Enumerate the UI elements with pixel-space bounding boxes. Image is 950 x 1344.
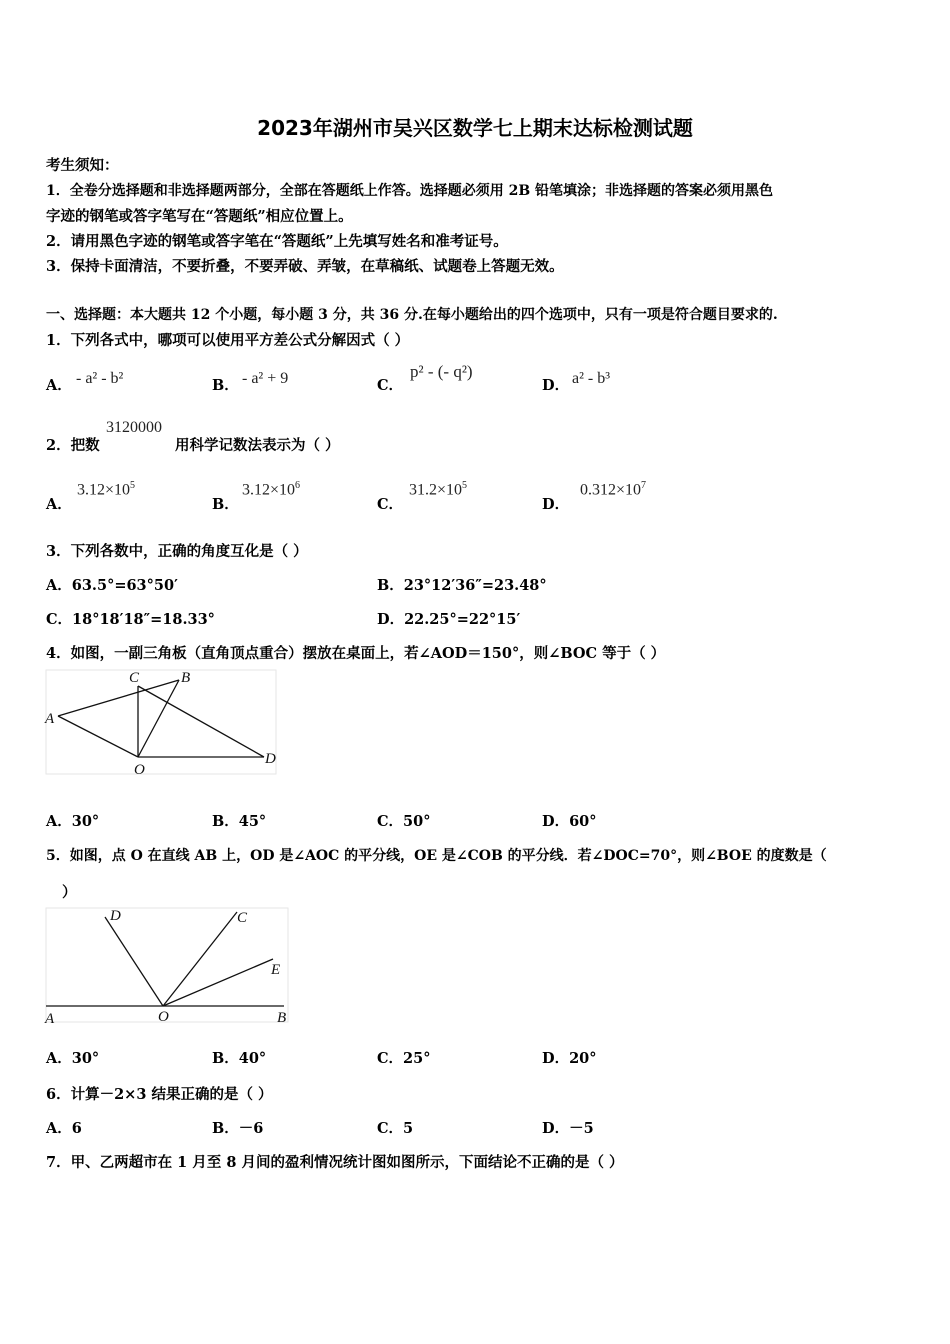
q2-option-d: $0.312\times 10^7$ <box>580 480 647 499</box>
q3-option-d: D．22.25°=22°15′ <box>377 611 521 628</box>
q5-label-o: O <box>158 1009 169 1025</box>
q1-option-a-label: A． <box>46 377 72 394</box>
q1-option-d: a² - b³ <box>572 370 611 387</box>
q4-label-c: C <box>129 670 140 686</box>
section-1-heading: 一、选择题：本大题共 12 个小题，每小题 3 分，共 36 分.在每小题给出的四个选项中，只有一项是符合题目要求的. <box>46 307 778 323</box>
q5-option-c: C．25° <box>377 1050 431 1067</box>
question-3-stem: 3．下列各数中，正确的角度互化是（ ） <box>46 543 308 560</box>
q5-figure <box>42 902 292 1026</box>
question-2-number: 3120000 <box>106 419 162 436</box>
q6-option-b: B．－6 <box>212 1120 264 1137</box>
q2-option-c: $31.2\times 10^5$ <box>409 480 468 499</box>
q4-label-a: A <box>45 711 55 727</box>
q2-option-d-label: D． <box>542 496 570 513</box>
notice-item-1-line-1: 1．全卷分选择题和非选择题两部分，全部在答题纸上作答。选择题必须用 2B 铅笔填涂；非选择题的答案必须用黑色 <box>46 183 774 199</box>
question-5-stem-line-1: 5．如图，点 O 在直线 AB 上，OD 是∠AOC 的平分线，OE 是∠COB 的平分线．若∠DOC=70°，则∠BOE 的度数是（ <box>46 848 827 864</box>
q2-option-a: $3.12\times 10^5$ <box>77 480 136 499</box>
q1-option-b-label: B． <box>212 377 239 394</box>
q5-label-e: E <box>271 962 281 978</box>
q5-label-a: A <box>45 1011 55 1026</box>
notice-item-1-line-2: 字迹的钢笔或答字笔写在“答题纸”相应位置上。 <box>46 208 353 225</box>
question-6-stem: 6．计算－2×3 结果正确的是（ ） <box>46 1086 273 1103</box>
q3-option-a: A．63.5°=63°50′ <box>46 577 178 594</box>
q5-label-c: C <box>237 910 248 926</box>
q3-option-c: C．18°18′18″=18.33° <box>46 611 215 628</box>
notice-heading: 考生须知： <box>46 157 119 174</box>
q1-option-c: p² - (- q²) <box>410 362 473 381</box>
q3-option-b: B．23°12′36″=23.48° <box>377 577 547 594</box>
q6-option-a: A．6 <box>46 1120 82 1137</box>
q2-option-c-label: C． <box>377 496 404 513</box>
notice-item-2: 2．请用黑色字迹的钢笔或答字笔在“答题纸”上先填写姓名和准考证号。 <box>46 233 508 250</box>
q4-option-a: A．30° <box>46 813 100 830</box>
q4-option-c: C．50° <box>377 813 431 830</box>
q5-option-d: D．20° <box>542 1050 597 1067</box>
q1-option-a: - a² - b² <box>76 370 124 387</box>
q4-figure <box>42 666 278 778</box>
question-7-stem: 7．甲、乙两超市在 1 月至 8 月间的盈利情况统计图如图所示，下面结论不正确的是（ ） <box>46 1154 624 1171</box>
q6-option-c: C．5 <box>377 1120 414 1137</box>
q5-option-b: B．40° <box>212 1050 267 1067</box>
q5-option-a: A．30° <box>46 1050 100 1067</box>
q4-option-d: D．60° <box>542 813 597 830</box>
q1-option-b: - a² + 9 <box>242 370 289 387</box>
q1-option-c-label: C． <box>377 377 404 394</box>
question-1-stem: 1．下列各式中，哪项可以使用平方差公式分解因式（ ） <box>46 332 410 349</box>
q5-label-b: B <box>277 1010 287 1026</box>
q5-label-d: D <box>110 908 121 924</box>
q2-option-b-label: B． <box>212 496 239 513</box>
notice-item-3: 3．保持卡面清洁，不要折叠，不要弄破、弄皱，在草稿纸、试题卷上答题无效。 <box>46 258 564 275</box>
q4-label-o: O <box>134 762 145 778</box>
q4-option-b: B．45° <box>212 813 267 830</box>
question-5-stem-line-2: ） <box>62 884 77 901</box>
q4-label-d: D <box>265 751 276 767</box>
question-2-stem-prefix: 2．把数 <box>46 437 100 454</box>
q1-option-d-label: D． <box>542 377 570 394</box>
q6-option-d: D．－5 <box>542 1120 594 1137</box>
page-title: 2023年湖州市吴兴区数学七上期末达标检测试题 <box>257 116 693 140</box>
q2-option-a-label: A． <box>46 496 72 513</box>
question-2-stem-suffix: 用科学记数法表示为（ ） <box>175 437 340 454</box>
question-4-stem: 4．如图，一副三角板（直角顶点重合）摆放在桌面上，若∠AOD＝150°，则∠BOC 等于（ ） <box>46 645 666 662</box>
q2-option-b: $3.12\times 10^6$ <box>242 480 301 499</box>
q4-label-b: B <box>181 670 191 686</box>
